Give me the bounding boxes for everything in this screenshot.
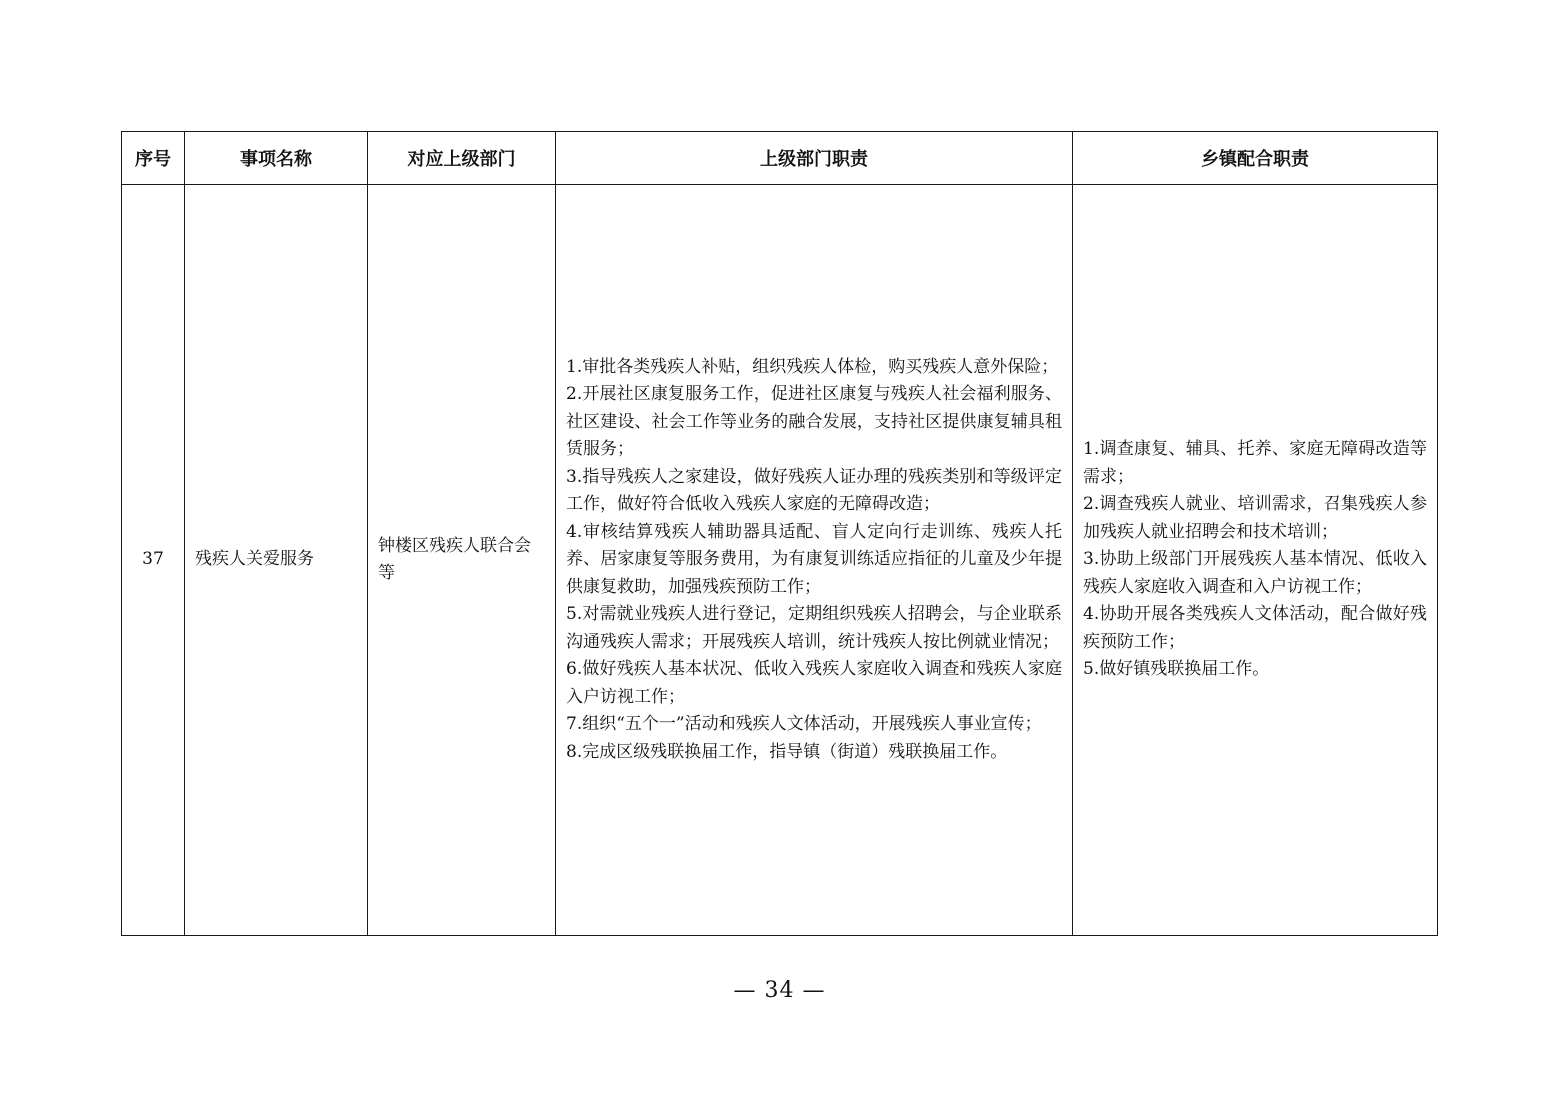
township-duty-item: 5.做好镇残联换届工作。 bbox=[1083, 659, 1270, 680]
page-number: — 34 — bbox=[733, 978, 826, 1003]
upper-duty-item: 3.指导残疾人之家建设，做好残疾人证办理的残疾类别和等级评定工作，做好符合低收入残疾人家庭的无障碍改造； bbox=[566, 466, 1062, 515]
township-duty-item: 1.调查康复、辅具、托养、家庭无障碍改造等需求； bbox=[1083, 439, 1427, 487]
upper-duty-item: 6.做好残疾人基本状况、低收入残疾人家庭收入调查和残疾人家庭入户访视工作； bbox=[566, 659, 1062, 707]
cell-upper-department-duties bbox=[556, 185, 1073, 936]
cell-corresponding-department: 钟楼区残疾人联合会等 bbox=[368, 185, 556, 936]
upper-duty-item: 4.审核结算残疾人辅助器具适配、盲人定向行走训练、残疾人托养、居家康复等服务费用，为有康复训练适应指征的儿童及少年提供康复救助，加强残疾预防工作； bbox=[566, 521, 1062, 597]
header-serial-number: 序号 bbox=[122, 132, 185, 185]
table-header-row bbox=[122, 132, 1438, 185]
header-item-name: 事项名称 bbox=[185, 132, 368, 185]
township-duty-item: 2.调查残疾人就业、培训需求，召集残疾人参加残疾人就业招聘会和技术培训； bbox=[1083, 494, 1427, 542]
township-duty-item: 3.协助上级部门开展残疾人基本情况、低收入残疾人家庭收入调查和入户访视工作； bbox=[1083, 549, 1427, 597]
cell-township-duties bbox=[1073, 185, 1438, 936]
upper-duty-item: 8.完成区级残联换届工作，指导镇（街道）残联换届工作。 bbox=[566, 741, 1008, 762]
header-township-duties: 乡镇配合职责 bbox=[1073, 132, 1438, 185]
responsibility-table bbox=[121, 131, 1438, 936]
cell-serial-number: 37 bbox=[122, 185, 185, 936]
upper-duty-item: 7.组织“五个一”活动和残疾人文体活动，开展残疾人事业宣传； bbox=[566, 714, 1042, 735]
cell-item-name: 残疾人关爱服务 bbox=[185, 185, 368, 936]
township-duty-item: 4.协助开展各类残疾人文体活动，配合做好残疾预防工作； bbox=[1083, 604, 1427, 652]
header-corresponding-department: 对应上级部门 bbox=[368, 132, 556, 185]
table-row bbox=[122, 185, 1438, 936]
upper-duty-item: 1.审批各类残疾人补贴，组织残疾人体检，购买残疾人意外保险； bbox=[566, 356, 1059, 377]
upper-duty-item: 2.开展社区康复服务工作，促进社区康复与残疾人社会福利服务、社区建设、社会工作等业务的融合发展，支持社区提供康复辅具租赁服务； bbox=[566, 384, 1062, 460]
upper-duty-item: 5.对需就业残疾人进行登记，定期组织残疾人招聘会，与企业联系沟通残疾人需求；开展残疾人培训，统计残疾人按比例就业情况； bbox=[566, 604, 1062, 652]
header-upper-department-duties: 上级部门职责 bbox=[556, 132, 1073, 185]
